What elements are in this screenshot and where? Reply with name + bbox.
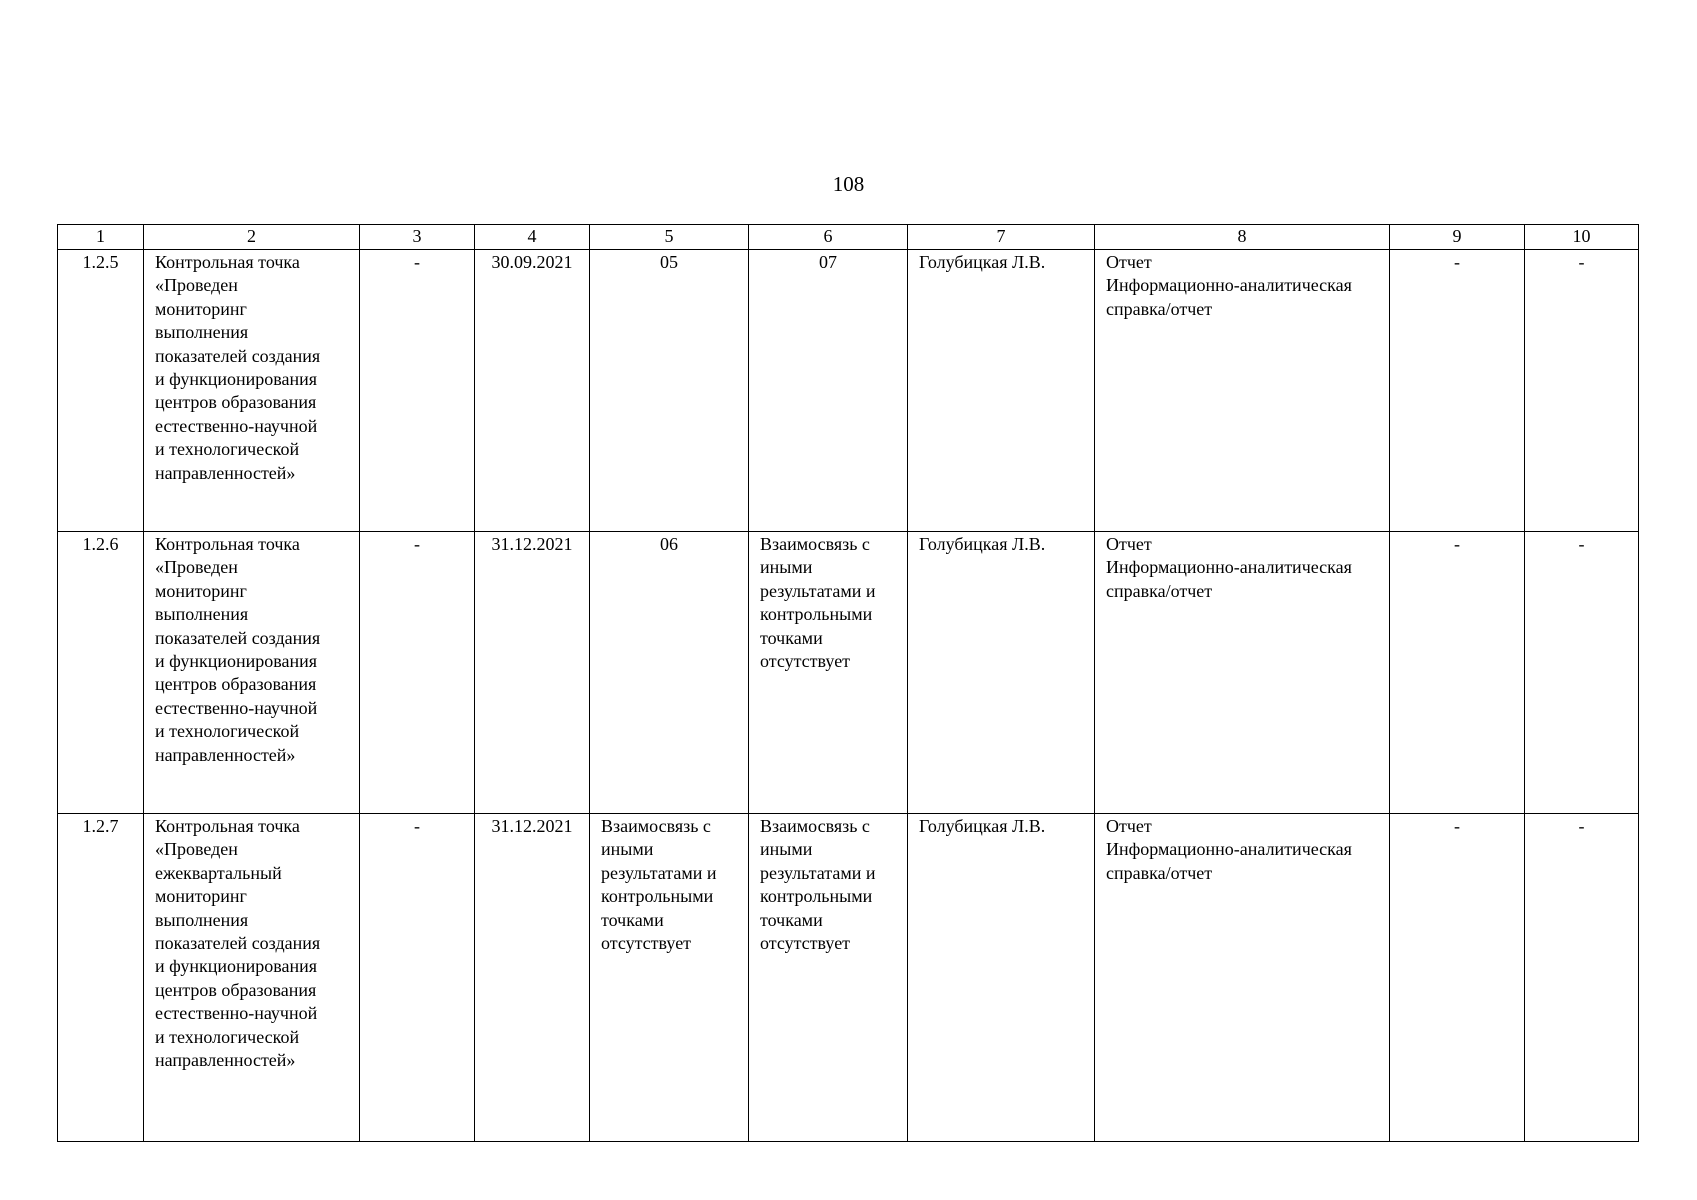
control-point-name-cell: Контрольная точка «Проведен мониторинг выполнения показателей создания и функционирования центров образования естественно-научной и технологической направленностей» xyxy=(144,250,360,532)
column-header: 4 xyxy=(475,225,590,250)
table-cell: 05 xyxy=(590,250,749,532)
table-cell: - xyxy=(360,250,475,532)
column-header: 7 xyxy=(908,225,1095,250)
table-cell: - xyxy=(1390,250,1525,532)
table-cell: Взаимосвязь с иными результатами и контрольными точками отсутствует xyxy=(590,814,749,1142)
column-header: 3 xyxy=(360,225,475,250)
table-cell: - xyxy=(360,532,475,814)
column-header: 2 xyxy=(144,225,360,250)
table-row xyxy=(58,814,1639,1142)
responsible-cell: Голубицкая Л.В. xyxy=(908,250,1095,532)
column-header: 8 xyxy=(1095,225,1390,250)
table-cell: - xyxy=(1525,250,1639,532)
column-header: 1 xyxy=(58,225,144,250)
table-cell: - xyxy=(1390,532,1525,814)
column-header: 6 xyxy=(749,225,908,250)
date-cell: 31.12.2021 xyxy=(475,532,590,814)
control-point-name-cell: Контрольная точка «Проведен мониторинг выполнения показателей создания и функционирования центров образования естественно-научной и технологической направленностей» xyxy=(144,532,360,814)
table-cell: - xyxy=(360,814,475,1142)
table-cell: 06 xyxy=(590,532,749,814)
document-cell: Отчет Информационно-аналитическая справка/отчет xyxy=(1095,250,1390,532)
table-cell: Взаимосвязь с иными результатами и контрольными точками отсутствует xyxy=(749,532,908,814)
table-cell: Взаимосвязь с иными результатами и контрольными точками отсутствует xyxy=(749,814,908,1142)
table-cell: - xyxy=(1525,532,1639,814)
column-header: 5 xyxy=(590,225,749,250)
column-header: 9 xyxy=(1390,225,1525,250)
row-number-cell: 1.2.7 xyxy=(58,814,144,1142)
date-cell: 31.12.2021 xyxy=(475,814,590,1142)
table-row xyxy=(58,532,1639,814)
responsible-cell: Голубицкая Л.В. xyxy=(908,814,1095,1142)
page-number: 108 xyxy=(832,172,865,196)
table-cell: - xyxy=(1390,814,1525,1142)
column-header: 10 xyxy=(1525,225,1639,250)
responsible-cell: Голубицкая Л.В. xyxy=(908,532,1095,814)
control-point-name-cell: Контрольная точка «Проведен ежеквартальный мониторинг выполнения показателей создания и функционирования центров образования естественно-научной и технологической направленностей» xyxy=(144,814,360,1142)
date-cell: 30.09.2021 xyxy=(475,250,590,532)
row-number-cell: 1.2.5 xyxy=(58,250,144,532)
table-cell: - xyxy=(1525,814,1639,1142)
table-row xyxy=(58,250,1639,532)
control-points-table xyxy=(57,224,1639,1142)
table-header-row xyxy=(58,225,1639,250)
row-number-cell: 1.2.6 xyxy=(58,532,144,814)
document-cell: Отчет Информационно-аналитическая справка/отчет xyxy=(1095,814,1390,1142)
document-cell: Отчет Информационно-аналитическая справка/отчет xyxy=(1095,532,1390,814)
table-cell: 07 xyxy=(749,250,908,532)
